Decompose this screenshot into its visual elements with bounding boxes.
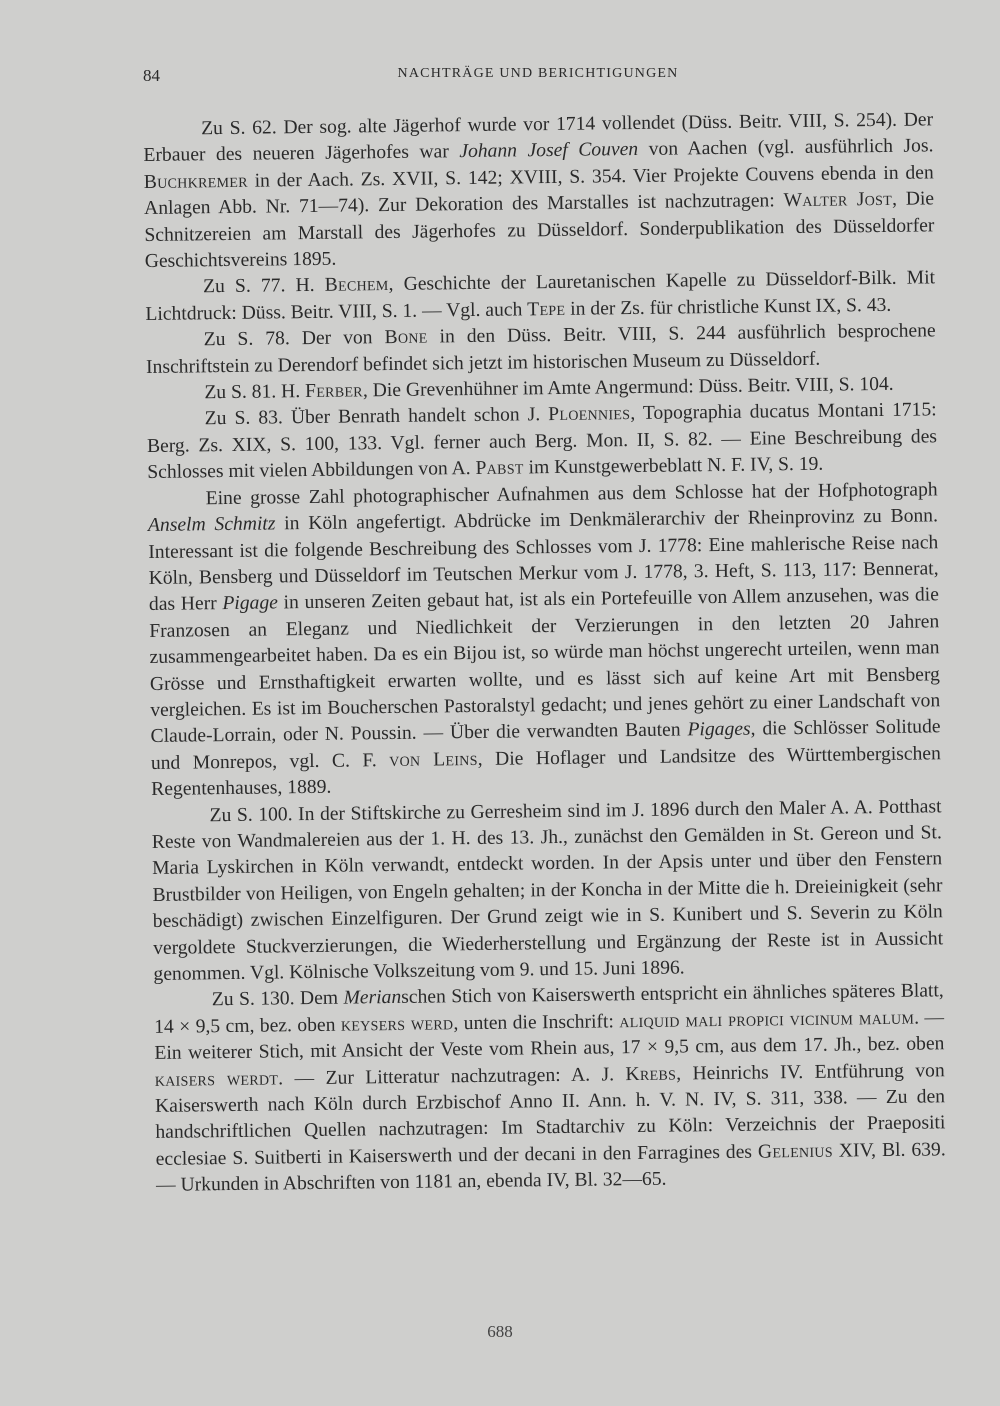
author-name: Bechem [324,274,389,297]
italic-name: Johann Josef Couven [459,139,639,163]
text-run: in Köln angefertigt. Abdrücke im Denkmälerarchiv der Rheinprovinz zu Bonn. Interessant ist die folgende Beschreibung des Schlosses vom J. 1778: Eine mahlerische Reise nach Köln, Bensberg und Düsseldorf im Teutschen Merkur vom J. 1778, 3. Heft, S. 113, 117: Bennerat, das Herr [148,505,939,616]
paragraph-zu-s-83 [147,398,938,487]
text-run: Zu S. 83. Über Benrath handelt schon J. [204,404,549,430]
text-run: , Die Schnitzereien am Marstall des Jägerhofes zu Düsseldorf. Sonderpublikation des Düsseldorfer Geschichtsvereins 1895. [144,188,935,273]
text-run: Zu S. 81. H. [204,381,306,404]
paragraph-zu-s-62 [143,107,935,275]
author-name: Tepe [527,298,566,321]
text-run: , Die Hoflager und Landsitze des Württembergischen Regentenhauses, 1889. [151,743,941,801]
text-run: in der Aach. Zs. XVII, S. 142; XVIII, S. 354. Vier Projekte Couvens ebenda in den Anlagen Abb. Nr. 71—74). Zur Dekoration des Marstalles ist nachzutragen: [143,162,934,220]
paragraph-zu-s-100 [151,794,943,988]
inscription: kaisers werdt [154,1068,279,1091]
author-name: Bone [384,326,428,349]
inscription: aliquid mali propici vicinum malum [619,1007,915,1033]
paragraph-zu-s-78 [146,319,937,381]
text-run: schen Stich von Kaiserswerth entspricht ein ähnliches späteres Blatt, 14 × 9,5 cm, bez. oben [153,980,944,1038]
page-body [143,107,946,1199]
page-header [143,66,933,96]
author-name: Ferber [304,380,364,403]
author-name: Gelenius [757,1140,833,1163]
text-run: Zu S. 100. In der Stiftskirche zu Gerresheim sind im J. 1896 durch den Maler A. A. Potthast Reste von Wandmalereien aus der 1. H. des 13. Jh., zunächst den Gemälden in St. Gereon und St. Maria Lyskirchen in Köln verwandt, entdeckt worden. In der Apsis unter und über den Fenstern Brustbilder von Heiligen, von Engeln gehalten; in der Koncha in der Mitte die h. Dreieinigkeit (sehr beschädigt) zwischen Einzelfiguren. Der Grund zeigt wie in S. Kunibert und S. Severin zu Köln vergoldete Stuckverzierungen, die Wiederherstellung und Ergänzung der Reste ist in Aussicht genommen. Vgl. Kölnische Volkszeitung vom 9. und 15. Juni 1896. [151,795,944,985]
running-title: NACHTRÄGE UND BERICHTIGUNGEN [397,66,679,81]
paragraph-zu-s-130 [154,979,947,1200]
inscription: keysers werd [340,1013,454,1036]
text-run: , Die Grevenhühner im Amte Angermund: Düss. Beitr. VIII, S. 104. [362,373,894,402]
text-run: von Aachen (vgl. ausführlich Jos. [638,135,934,161]
text-run: , Topographia ducatus Montani 1715: Berg. Zs. XIX, S. 100, 133. Vgl. ferner auch Berg. Mon. II, S. 82. — Eine Beschreibung des Schlosses mit vielen Abbildungen von A. [146,399,938,484]
text-run: in unseren Zeiten gebaut hat, ist als ein Portefeuille von Allem anzusehen, was die Franzosen an Eleganz und Niedlichkeit der Verzierungen in den letzten 20 Jahren zusammengearbeitet haben. Da es ein Bijou ist, so würde man höchst ungerecht urteilen, wenn man Grösse und Ernsthaftigkeit erwarten wollte, und es lässt sich auf keine Art mit Bensberg vergleichen. Es ist im Boucherschen Pastoralstyl gedacht; und jenes gehört zu einer Landschaft von Claude-Lorrain, oder N. Poussin. — Über die verwandten Bauten [149,584,941,748]
text-run: Zu S. 62. Der sog. alte Jägerhof wurde vor 1714 vollendet (Düss. Beitr. VIII, S. 254). Der Erbauer des neueren Jägerhofes war [143,109,934,167]
author-name: Ploennies [548,403,631,426]
text-run: XIV, Bl. 639. — Urkunden in Abschriften von 1181 an, ebenda IV, Bl. 32—65. [155,1139,946,1197]
text-run: , Heinrichs IV. Entführung von Kaiserswerth nach Köln durch Erzbischof Anno II. Ann. h. V. N. IV, S. 311, 338. — Zu den handschriftlichen Quellen nachzutragen: Im Stadtarchiv zu Köln: Verzeichnis der Praepositi ecclesiae S. Suitberti in Kaiserswerth und der decani in den Farragines des [154,1059,946,1170]
text-run: in den Düss. Beitr. VIII, S. 244 ausführlich besprochene Inschriftstein zu Derendorf befindet sich jetzt im historischen Museum zu Düsseldorf. [145,320,936,378]
text-run: Zu S. 130. Dem [211,988,344,1011]
paragraph-zu-s-77 [145,266,936,328]
italic-name: Merian [343,987,402,1010]
text-run: , die Schlösser Solitude und Monrepos, vgl. C. F. [150,716,941,774]
italic-name: Pigage [222,592,279,615]
sheet-number: 688 [487,1322,513,1341]
italic-name: Anselm Schmitz [147,513,276,537]
text-run: , unten die Inschrift: [453,1011,620,1035]
text-run: . — Ein weiterer Stich, mit Ansicht der Veste vom Rhein aus, 17 × 9,5 cm, aus dem 17. Jh., bez. oben [154,1007,945,1065]
author-name: von Leins [389,748,478,771]
text-run: Zu S. 78. Der von [203,327,385,351]
author-name: Krebs [625,1063,677,1085]
author-name: Walter Jost [783,189,893,212]
text-run: , Geschichte der Lauretanischen Kapelle zu Düsseldorf-Bilk. Mit Lichtdruck: Düss. Beitr. VIII, S. 1. — Vgl. auch [145,267,936,325]
paragraph-photographs [148,477,942,804]
text-run: . — Zur Litteratur nachzutragen: A. J. [278,1063,626,1090]
author-name: Pabst [475,457,524,480]
author-name: Buchkremer [143,170,248,193]
italic-name: Pigages [687,718,751,741]
text-run: Eine grosse Zahl photographischer Aufnahmen aus dem Schlosse hat der Hofphotograph [205,479,938,509]
text-run: im Kunstgewerbeblatt N. F. IV, S. 19. [523,453,824,479]
page-number: 84 [143,66,160,85]
text-run: Zu S. 77. H. [202,275,325,298]
text-run: in der Zs. für christliche Kunst IX, S. 43. [565,294,892,320]
